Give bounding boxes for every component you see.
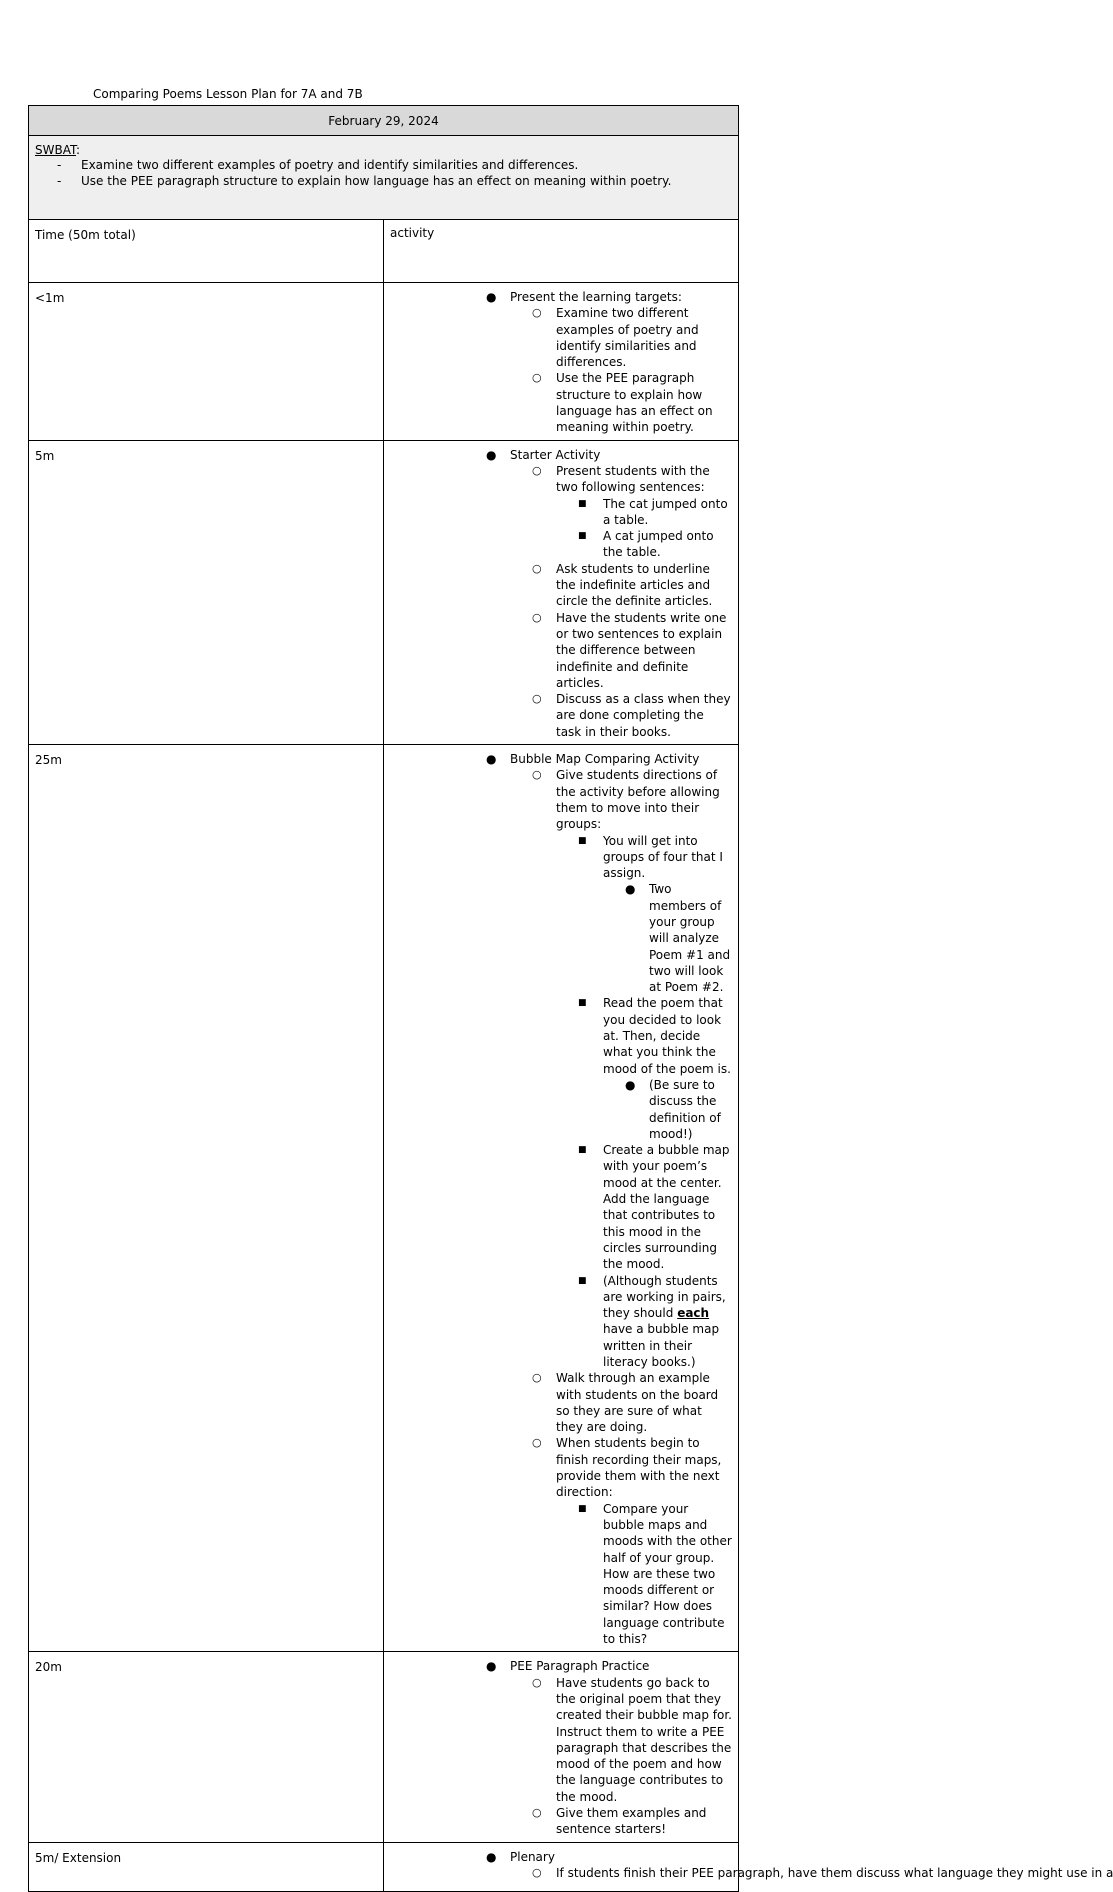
row-pee-practice (29, 1652, 739, 1842)
list-item (390, 1849, 1113, 1882)
activity-cell (384, 1652, 739, 1842)
objective-item (35, 173, 732, 189)
swbat-cell (29, 136, 739, 220)
objective-text: Use the PEE paragraph structure to explain how language has an effect on meaning within poetry. (81, 174, 672, 189)
list-item (390, 691, 732, 740)
item-text: Present students with the two following sentences: (556, 463, 710, 495)
circle-bullet-icon: ○ (532, 1675, 542, 1689)
list-item (390, 833, 732, 996)
square-bullet-icon: ■ (578, 498, 587, 509)
item-text: Ask students to underline the indefinite articles and circle the definite articles. (556, 561, 713, 609)
swbat-label: SWBAT (35, 143, 77, 157)
circle-bullet-icon: ○ (532, 371, 542, 385)
list-item (390, 463, 732, 561)
item-text: The cat jumped onto a table. (603, 496, 728, 527)
item-text: Give students directions of the activity before allowing them to move into their groups: (556, 768, 720, 832)
list-item (390, 1142, 732, 1272)
list-item (390, 289, 732, 436)
item-text: If students finish their PEE paragraph, have them discuss what language they might use in a (556, 1865, 1113, 1880)
list-item (390, 370, 732, 435)
item-text: (Although students are working in pairs, they should (603, 1273, 726, 1321)
objective-item (35, 157, 732, 173)
dash-bullet: - (57, 174, 62, 189)
swbat-row (29, 136, 739, 220)
list-item (390, 1501, 732, 1648)
list-item (390, 751, 732, 1647)
square-bullet-icon: ■ (578, 1145, 587, 1156)
activity-title: Starter Activity (510, 447, 601, 462)
time-cell: 5m/ Extension (29, 1842, 384, 1891)
document-title: Comparing Poems Lesson Plan for 7A and 7B (93, 87, 363, 101)
item-text: Use the PEE paragraph structure to explain how language has an effect on meaning within poetry. (556, 371, 713, 435)
bullet-icon: ● (486, 290, 497, 304)
item-text: Have the students write one or two sentences to explain the difference between indefinite and definite articles. (556, 610, 727, 690)
activity-header: activity (384, 220, 739, 283)
lesson-plan-table (28, 105, 1113, 1892)
bullet-icon: ● (625, 882, 636, 897)
activity-title: Present the learning targets: (510, 290, 682, 304)
list-item (390, 1675, 732, 1805)
item-text: Examine two different examples of poetry and identify similarities and differences. (556, 306, 699, 370)
bullet-icon: ● (486, 752, 497, 767)
activity-cell (384, 745, 739, 1652)
item-text: Create a bubble map with your poem’s mood at the center. Add the language that contributes to this mood in the circles surrounding the mood. (603, 1143, 730, 1272)
list-item (390, 561, 732, 610)
row-bubble-map (29, 745, 739, 1652)
objective-text: Examine two different examples of poetry and identify similarities and differences. (81, 158, 579, 172)
item-text: Walk through an example with students on the board so they are sure of what they are doing. (556, 1371, 719, 1435)
activity-title: Bubble Map Comparing Activity (510, 752, 700, 767)
time-cell: <1m (29, 283, 384, 441)
activity-cell (384, 440, 739, 744)
square-bullet-icon: ■ (578, 1503, 587, 1514)
circle-bullet-icon: ○ (532, 561, 542, 575)
item-text: When students begin to finish recording their maps, provide them with the next direction: (556, 1436, 722, 1500)
list-item (390, 881, 732, 995)
activity-title: PEE Paragraph Practice (510, 1659, 650, 1674)
list-item (390, 610, 732, 691)
activity-cell (384, 1842, 1113, 1891)
list-item (390, 1273, 732, 1371)
circle-bullet-icon: ○ (532, 1436, 542, 1450)
item-text: You will get into groups of four that I assign. (603, 833, 723, 881)
list-item (390, 1077, 732, 1142)
item-text: Compare your bubble maps and moods with the other half of your group. How are these two moods different or similar? How does language contribute to this? (603, 1501, 732, 1647)
circle-bullet-icon: ○ (532, 692, 542, 706)
time-cell: 25m (29, 745, 384, 1652)
row-plenary (29, 1842, 739, 1891)
activity-cell (384, 283, 739, 441)
item-text: Two members of your group will analyze Poem #1 and two will look at Poem #2. (649, 882, 731, 995)
list-item (390, 496, 732, 529)
activity-title: Plenary (510, 1849, 555, 1864)
time-header: Time (50m total) (29, 220, 384, 283)
circle-bullet-icon: ○ (532, 1371, 542, 1385)
circle-bullet-icon: ○ (532, 610, 542, 624)
item-text: Give them examples and sentence starters! (556, 1806, 707, 1837)
list-item (390, 1658, 732, 1837)
item-text: Discuss as a class when they are done completing the task in their books. (556, 692, 731, 739)
square-bullet-icon: ■ (578, 531, 587, 542)
item-text: Read the poem that you decided to look at. Then, decide what you think the mood of the poem is. (603, 996, 731, 1076)
bullet-icon: ● (486, 1659, 497, 1674)
list-item (390, 528, 732, 561)
circle-bullet-icon: ○ (532, 768, 542, 782)
date-cell: February 29, 2024 (29, 106, 739, 136)
header-row (29, 220, 739, 283)
item-text: A cat jumped onto the table. (603, 529, 714, 560)
swbat-heading (35, 143, 732, 157)
list-item (390, 447, 732, 740)
circle-bullet-icon: ○ (532, 463, 542, 477)
list-item (390, 1435, 732, 1647)
item-text: have a bubble map written in their literacy books.) (603, 1322, 720, 1369)
square-bullet-icon: ■ (578, 998, 587, 1009)
time-cell: 5m (29, 440, 384, 744)
time-cell: 20m (29, 1652, 384, 1842)
list-item (390, 1370, 732, 1435)
item-text: (Be sure to discuss the definition of mood!) (649, 1077, 721, 1141)
list-item (390, 1865, 1113, 1881)
list-item (390, 767, 732, 1370)
date-row (29, 106, 739, 136)
square-bullet-icon: ■ (578, 835, 587, 846)
square-bullet-icon: ■ (578, 1275, 587, 1286)
circle-bullet-icon: ○ (532, 1806, 542, 1820)
item-text: Have students go back to the original poem that they created their bubble map for. Instruct them to write a PEE paragraph that describes the mood of the poem and how the language contributes to the mood. (556, 1675, 732, 1804)
list-item (390, 995, 732, 1142)
bullet-icon: ● (625, 1077, 636, 1092)
emphasis-text: each (677, 1306, 710, 1321)
bullet-icon: ● (486, 447, 497, 462)
circle-bullet-icon: ○ (532, 306, 542, 320)
list-item (390, 305, 732, 370)
row-learning-targets (29, 283, 739, 441)
swbat-colon: : (76, 143, 81, 157)
circle-bullet-icon: ○ (532, 1865, 542, 1879)
list-item (390, 1805, 732, 1838)
bullet-icon: ● (486, 1849, 497, 1864)
dash-bullet: - (57, 158, 62, 172)
row-starter (29, 440, 739, 744)
